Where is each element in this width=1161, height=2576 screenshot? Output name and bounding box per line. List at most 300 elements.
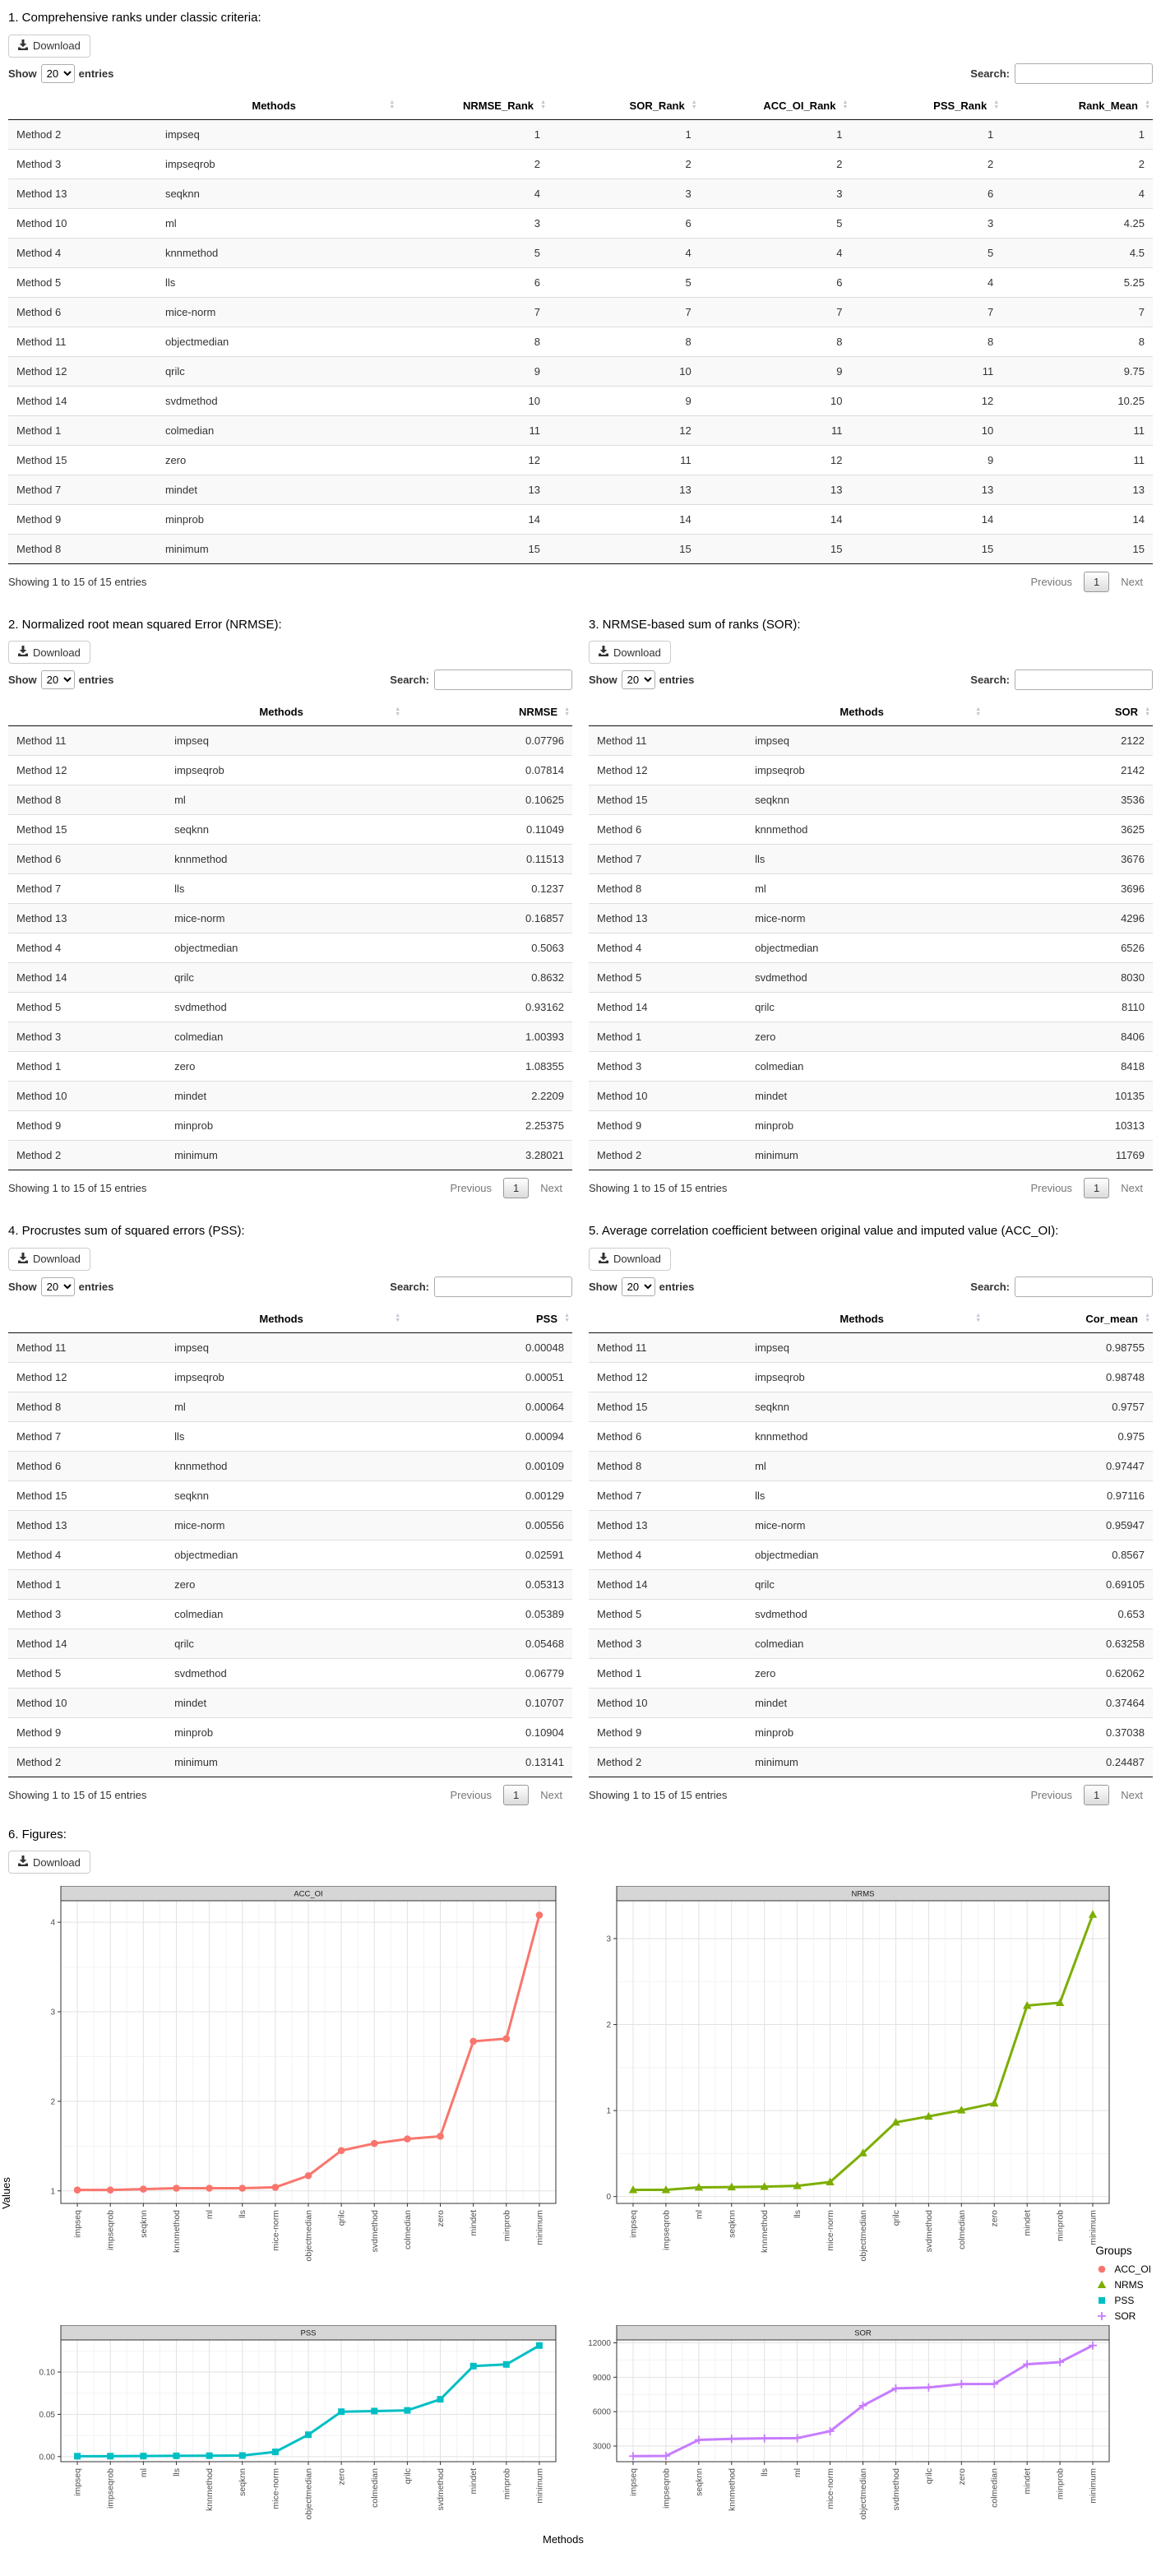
column-header[interactable]: Methods ▲ ▼ <box>166 1305 403 1333</box>
page-length-control <box>8 670 113 689</box>
download-icon <box>599 1253 608 1266</box>
entries-label: entries <box>659 1280 695 1293</box>
method-cell: zero <box>166 1052 403 1082</box>
method-cell: knnmethod <box>166 845 403 874</box>
column-header[interactable] <box>8 698 166 726</box>
value-cell: 0.653 <box>983 1599 1153 1629</box>
table-row <box>8 1658 572 1688</box>
sort-icon[interactable]: ▲ ▼ <box>1145 100 1150 110</box>
value-cell: 0.98748 <box>983 1362 1153 1392</box>
column-header[interactable]: ACC_OI_Rank ▲ ▼ <box>700 92 851 120</box>
method-cell: svdmethod <box>157 386 397 415</box>
value-cell: 0.62062 <box>983 1658 1153 1688</box>
value-cell: 10 <box>850 415 1001 445</box>
method-cell: ml <box>747 874 983 904</box>
row-label-cell: Method 6 <box>8 845 166 874</box>
value-cell: 0.37038 <box>983 1717 1153 1747</box>
value-cell: 5 <box>548 267 700 297</box>
value-cell: 0.00094 <box>403 1421 572 1451</box>
figures-panel <box>0 1881 1153 2549</box>
method-cell: objectmedian <box>747 934 983 963</box>
value-cell: 6526 <box>983 934 1153 963</box>
next-button[interactable]: Next <box>540 1788 562 1801</box>
value-cell: 10 <box>548 356 700 386</box>
method-cell: mindet <box>747 1082 983 1111</box>
svg-text:mindet: mindet <box>1022 2210 1033 2236</box>
download-button[interactable] <box>8 1248 90 1271</box>
sort-icon[interactable]: ▲ ▼ <box>1145 1313 1150 1323</box>
page-button-1[interactable]: 1 <box>1084 1785 1109 1805</box>
table-row <box>8 963 572 993</box>
table-row <box>8 504 1153 534</box>
search-label: Search: <box>970 674 1010 686</box>
svg-text:1: 1 <box>606 2106 611 2116</box>
method-cell: minprob <box>747 1717 983 1747</box>
svg-text:3000: 3000 <box>592 2442 611 2452</box>
page-button-1[interactable]: 1 <box>1084 572 1109 592</box>
value-cell: 3696 <box>983 874 1153 904</box>
search-input[interactable] <box>1015 63 1153 84</box>
value-cell: 11 <box>700 415 851 445</box>
show-label: Show <box>589 674 618 686</box>
method-cell: minprob <box>166 1111 403 1141</box>
method-cell: lls <box>747 1480 983 1510</box>
value-cell: 8418 <box>983 1052 1153 1082</box>
svg-text:lls: lls <box>793 2210 803 2218</box>
sort-icon[interactable]: ▲ ▼ <box>395 706 401 717</box>
method-cell: seqknn <box>747 785 983 815</box>
table-row <box>589 1451 1153 1480</box>
svg-text:2: 2 <box>50 2097 55 2107</box>
method-cell: qrilc <box>166 1629 403 1658</box>
section-title: 4. Procrustes sum of squared errors (PSS): <box>8 1224 245 1238</box>
table-row <box>8 1052 572 1082</box>
value-cell: 0.05313 <box>403 1569 572 1599</box>
column-header[interactable]: NRMSE_Rank ▲ ▼ <box>397 92 548 120</box>
value-cell: 15 <box>700 534 851 563</box>
row-label-cell: Method 7 <box>589 1480 747 1510</box>
section-sor <box>589 614 1153 1199</box>
value-cell: 8 <box>548 327 700 356</box>
value-cell: 3 <box>850 208 1001 238</box>
section-title: 2. Normalized root mean squared Error (NRMSE): <box>8 617 282 632</box>
row-label-cell: Method 12 <box>589 756 747 785</box>
value-cell: 3 <box>397 208 548 238</box>
row-label-cell: Method 7 <box>8 1421 166 1451</box>
download-icon <box>18 39 28 53</box>
method-cell: minimum <box>747 1141 983 1170</box>
value-cell: 1 <box>1001 119 1153 149</box>
row-label-cell: Method 6 <box>8 1451 166 1480</box>
value-cell: 10313 <box>983 1111 1153 1141</box>
svg-text:3: 3 <box>50 2008 55 2018</box>
table-row <box>589 1629 1153 1658</box>
value-cell: 12 <box>397 445 548 475</box>
svg-text:PSS: PSS <box>300 2328 317 2338</box>
value-cell: 2.25375 <box>403 1111 572 1141</box>
svg-text:svdmethod: svdmethod <box>923 2210 934 2253</box>
entries-label: entries <box>659 674 695 686</box>
row-label-cell: Method 2 <box>589 1141 747 1170</box>
value-cell: 2142 <box>983 756 1153 785</box>
value-cell: 1 <box>850 119 1001 149</box>
row-label-cell: Method 13 <box>8 178 157 208</box>
table-info: Showing 1 to 15 of 15 entries <box>8 575 147 588</box>
value-cell: 0.69105 <box>983 1569 1153 1599</box>
row-label-cell: Method 15 <box>8 445 157 475</box>
method-cell: zero <box>166 1569 403 1599</box>
legend-marker-icon <box>1095 2294 1108 2307</box>
value-cell: 0.00129 <box>403 1480 572 1510</box>
value-cell: 11 <box>1001 415 1153 445</box>
table-row <box>589 904 1153 934</box>
column-header[interactable]: NRMSE ▲ ▼ <box>403 698 572 726</box>
svg-text:1: 1 <box>50 2187 55 2197</box>
table-row <box>589 1022 1153 1052</box>
method-cell: seqknn <box>747 1392 983 1421</box>
svg-text:impseq: impseq <box>628 2468 639 2496</box>
svg-text:minprob: minprob <box>1055 2210 1066 2241</box>
row-label-cell: Method 4 <box>589 1540 747 1569</box>
table-row <box>8 1022 572 1052</box>
column-header[interactable]: PSS ▲ ▼ <box>403 1305 572 1333</box>
next-button[interactable]: Next <box>1121 1182 1143 1194</box>
value-cell: 7 <box>397 297 548 327</box>
value-cell: 1 <box>397 119 548 149</box>
table-row <box>8 1141 572 1170</box>
row-label-cell: Method 4 <box>8 934 166 963</box>
table-row <box>8 356 1153 386</box>
download-icon <box>599 646 608 659</box>
sort-icon[interactable]: ▲ ▼ <box>975 706 982 717</box>
sort-icon[interactable]: ▲ ▼ <box>975 1313 982 1323</box>
show-label: Show <box>8 674 37 686</box>
next-button[interactable]: Next <box>1121 1788 1143 1801</box>
download-button[interactable] <box>589 641 671 664</box>
sort-icon[interactable]: ▲ ▼ <box>1145 706 1150 717</box>
row-label-cell: Method 4 <box>589 934 747 963</box>
value-cell: 0.24487 <box>983 1747 1153 1777</box>
column-header[interactable]: PSS_Rank ▲ ▼ <box>850 92 1001 120</box>
figure-acc_oi <box>28 1886 561 2317</box>
search-input[interactable] <box>1015 669 1153 690</box>
row-label-cell: Method 1 <box>589 1022 747 1052</box>
svg-text:qrilc: qrilc <box>336 2210 347 2226</box>
table-row <box>8 1480 572 1510</box>
value-cell: 0.00109 <box>403 1451 572 1480</box>
svg-text:ml: ml <box>694 2210 705 2220</box>
method-cell: lls <box>157 267 397 297</box>
page-length-control <box>8 64 113 83</box>
svg-text:ml: ml <box>793 2468 803 2478</box>
svg-text:colmedian: colmedian <box>956 2210 967 2249</box>
column-header[interactable] <box>8 1305 166 1333</box>
column-header[interactable]: Methods ▲ ▼ <box>747 698 983 726</box>
download-label: Download <box>613 1253 661 1265</box>
page-button-1[interactable]: 1 <box>1084 1178 1109 1198</box>
column-header[interactable]: Methods ▲ ▼ <box>157 92 397 120</box>
table-row <box>589 1362 1153 1392</box>
method-cell: minprob <box>747 1111 983 1141</box>
row-label-cell: Method 1 <box>8 1569 166 1599</box>
table-row <box>8 1332 572 1362</box>
value-cell: 9 <box>548 386 700 415</box>
value-cell: 11769 <box>983 1141 1153 1170</box>
value-cell: 9 <box>850 445 1001 475</box>
pagination <box>440 1785 572 1805</box>
row-label-cell: Method 3 <box>589 1052 747 1082</box>
row-label-cell: Method 3 <box>589 1629 747 1658</box>
download-label: Download <box>33 1253 81 1265</box>
table-row <box>8 1599 572 1629</box>
download-button[interactable] <box>8 1851 90 1874</box>
value-cell: 0.93162 <box>403 993 572 1022</box>
column-header[interactable]: Cor_mean ▲ ▼ <box>983 1305 1153 1333</box>
download-button[interactable] <box>8 35 90 58</box>
row-label-cell: Method 8 <box>8 1392 166 1421</box>
table-row <box>8 415 1153 445</box>
column-header[interactable]: Methods ▲ ▼ <box>166 698 403 726</box>
row-label-cell: Method 9 <box>8 1717 166 1747</box>
row-label-cell: Method 3 <box>8 1022 166 1052</box>
method-cell: impseq <box>747 726 983 756</box>
show-label: Show <box>8 67 37 80</box>
table-row <box>8 785 572 815</box>
value-cell: 0.95947 <box>983 1510 1153 1540</box>
next-button[interactable]: Next <box>1121 575 1143 588</box>
column-header[interactable]: Rank_Mean ▲ ▼ <box>1001 92 1153 120</box>
legend-marker-icon <box>1095 2263 1108 2276</box>
previous-button[interactable]: Previous <box>1030 1182 1073 1194</box>
table-row <box>589 845 1153 874</box>
method-cell: impseqrob <box>747 756 983 785</box>
value-cell: 13 <box>548 475 700 504</box>
table-row <box>8 267 1153 297</box>
svg-text:svdmethod: svdmethod <box>436 2468 446 2511</box>
method-cell: colmedian <box>166 1599 403 1629</box>
row-label-cell: Method 9 <box>589 1717 747 1747</box>
svg-text:mice-norm: mice-norm <box>271 2468 281 2509</box>
pagination <box>1020 1178 1153 1198</box>
table-row <box>589 1510 1153 1540</box>
svg-text:impseq: impseq <box>628 2210 639 2238</box>
page-button-1[interactable]: 1 <box>503 1178 529 1198</box>
table-row <box>8 1747 572 1777</box>
search-input[interactable] <box>1015 1276 1153 1297</box>
search-input[interactable] <box>434 1276 572 1297</box>
method-cell: impseq <box>747 1332 983 1362</box>
value-cell: 2 <box>1001 149 1153 178</box>
table-row <box>8 1111 572 1141</box>
value-cell: 0.07814 <box>403 756 572 785</box>
download-label: Download <box>33 646 81 659</box>
svg-text:knnmethod: knnmethod <box>727 2468 738 2511</box>
download-button[interactable] <box>589 1248 671 1271</box>
sor-table <box>589 698 1153 1170</box>
page-length-select[interactable] <box>622 670 655 689</box>
table-row <box>589 874 1153 904</box>
column-header[interactable]: Methods ▲ ▼ <box>747 1305 983 1333</box>
page-button-1[interactable]: 1 <box>503 1785 529 1805</box>
method-cell: impseq <box>157 119 397 149</box>
method-cell: colmedian <box>747 1629 983 1658</box>
value-cell: 0.98755 <box>983 1332 1153 1362</box>
value-cell: 11 <box>548 445 700 475</box>
method-cell: objectmedian <box>166 934 403 963</box>
value-cell: 0.5063 <box>403 934 572 963</box>
page-length-select[interactable] <box>41 670 75 689</box>
table-row <box>589 1717 1153 1747</box>
method-cell: svdmethod <box>747 1599 983 1629</box>
value-cell: 4 <box>850 267 1001 297</box>
value-cell: 8030 <box>983 963 1153 993</box>
column-header[interactable] <box>8 92 157 120</box>
row-label-cell: Method 15 <box>8 815 166 845</box>
row-label-cell: Method 11 <box>8 726 166 756</box>
method-cell: minimum <box>157 534 397 563</box>
row-label-cell: Method 15 <box>8 1480 166 1510</box>
value-cell: 5 <box>700 208 851 238</box>
section-comprehensive-ranks <box>8 10 1153 592</box>
method-cell: zero <box>747 1658 983 1688</box>
value-cell: 11 <box>397 415 548 445</box>
entries-label: entries <box>78 674 114 686</box>
method-cell: knnmethod <box>166 1451 403 1480</box>
value-cell: 10 <box>700 386 851 415</box>
value-cell: 5 <box>397 238 548 267</box>
value-cell: 8406 <box>983 1022 1153 1052</box>
value-cell: 0.05389 <box>403 1599 572 1629</box>
table-row <box>8 1451 572 1480</box>
page-length-select[interactable] <box>41 64 75 83</box>
previous-button[interactable]: Previous <box>450 1182 493 1194</box>
nrmse-table <box>8 698 572 1170</box>
previous-button[interactable]: Previous <box>1030 1788 1073 1801</box>
value-cell: 11 <box>850 356 1001 386</box>
sort-icon[interactable]: ▲ ▼ <box>691 100 697 110</box>
sort-icon[interactable]: ▲ ▼ <box>540 100 546 110</box>
row-label-cell: Method 6 <box>589 815 747 845</box>
row-label-cell: Method 14 <box>8 963 166 993</box>
table-row <box>8 386 1153 415</box>
show-label: Show <box>589 1280 618 1293</box>
table-row <box>8 445 1153 475</box>
method-cell: mice-norm <box>747 1510 983 1540</box>
page-length-select[interactable] <box>41 1277 75 1296</box>
previous-button[interactable]: Previous <box>450 1788 493 1801</box>
value-cell: 15 <box>397 534 548 563</box>
method-cell: impseqrob <box>747 1362 983 1392</box>
legend-title: Groups <box>1095 2245 1132 2257</box>
value-cell: 10.25 <box>1001 386 1153 415</box>
svg-text:NRMS: NRMS <box>851 1889 875 1899</box>
table-row <box>8 845 572 874</box>
svg-text:knnmethod: knnmethod <box>760 2210 770 2253</box>
value-cell: 0.97447 <box>983 1451 1153 1480</box>
legend-label: ACC_OI <box>1114 2263 1151 2275</box>
legend-item-pss <box>1095 2294 1151 2307</box>
method-cell: impseqrob <box>157 149 397 178</box>
row-label-cell: Method 10 <box>8 208 157 238</box>
table-info: Showing 1 to 15 of 15 entries <box>589 1788 728 1801</box>
method-cell: impseq <box>166 726 403 756</box>
value-cell: 14 <box>850 504 1001 534</box>
value-cell: 7 <box>548 297 700 327</box>
value-cell: 8 <box>397 327 548 356</box>
row-label-cell: Method 4 <box>8 238 157 267</box>
table-row <box>8 1569 572 1599</box>
method-cell: knnmethod <box>157 238 397 267</box>
table-row <box>589 934 1153 963</box>
section-figures <box>0 1827 1153 2550</box>
value-cell: 12 <box>548 415 700 445</box>
column-header[interactable]: SOR_Rank ▲ ▼ <box>548 92 700 120</box>
search-label: Search: <box>390 674 429 686</box>
value-cell: 4 <box>397 178 548 208</box>
page-length-select[interactable] <box>622 1277 655 1296</box>
svg-text:minimum: minimum <box>534 2210 545 2245</box>
row-label-cell: Method 15 <box>589 1392 747 1421</box>
table-row <box>8 327 1153 356</box>
sort-icon[interactable]: ▲ ▼ <box>395 1313 401 1323</box>
svg-text:seqknn: seqknn <box>694 2468 705 2496</box>
download-button[interactable] <box>8 641 90 664</box>
value-cell: 0.11049 <box>403 815 572 845</box>
sort-icon[interactable]: ▲ ▼ <box>564 1313 570 1323</box>
value-cell: 4 <box>548 238 700 267</box>
sort-icon[interactable]: ▲ ▼ <box>564 706 570 717</box>
column-header[interactable]: SOR ▲ ▼ <box>983 698 1153 726</box>
value-cell: 5.25 <box>1001 267 1153 297</box>
svg-text:ml: ml <box>138 2468 149 2478</box>
value-cell: 0.37464 <box>983 1688 1153 1717</box>
row-label-cell: Method 2 <box>589 1747 747 1777</box>
sort-icon[interactable]: ▲ ▼ <box>389 100 395 110</box>
value-cell: 9 <box>700 356 851 386</box>
table-row <box>8 1717 572 1747</box>
value-cell: 4 <box>1001 178 1153 208</box>
value-cell: 0.13141 <box>403 1747 572 1777</box>
next-button[interactable]: Next <box>540 1182 562 1194</box>
value-cell: 14 <box>1001 504 1153 534</box>
svg-text:qrilc: qrilc <box>890 2210 901 2226</box>
legend-marker-icon <box>1095 2278 1108 2291</box>
method-cell: ml <box>166 785 403 815</box>
row-label-cell: Method 13 <box>589 904 747 934</box>
table-row <box>8 1392 572 1421</box>
value-cell: 0.63258 <box>983 1629 1153 1658</box>
value-cell: 7 <box>1001 297 1153 327</box>
value-cell: 3 <box>700 178 851 208</box>
value-cell: 4296 <box>983 904 1153 934</box>
table-info: Showing 1 to 15 of 15 entries <box>8 1182 147 1194</box>
column-header[interactable] <box>589 698 747 726</box>
table-row <box>589 726 1153 756</box>
table-row <box>8 1629 572 1658</box>
table-row <box>8 297 1153 327</box>
page-length-control <box>589 670 694 689</box>
value-cell: 0.16857 <box>403 904 572 934</box>
search-input[interactable] <box>434 669 572 690</box>
value-cell: 0.00064 <box>403 1392 572 1421</box>
row-label-cell: Method 9 <box>8 504 157 534</box>
column-header[interactable] <box>589 1305 747 1333</box>
sort-icon[interactable]: ▲ ▼ <box>842 100 849 110</box>
svg-text:colmedian: colmedian <box>402 2210 413 2249</box>
figure-sor <box>584 2325 1114 2546</box>
sort-icon[interactable]: ▲ ▼ <box>993 100 1000 110</box>
previous-button[interactable]: Previous <box>1030 575 1073 588</box>
